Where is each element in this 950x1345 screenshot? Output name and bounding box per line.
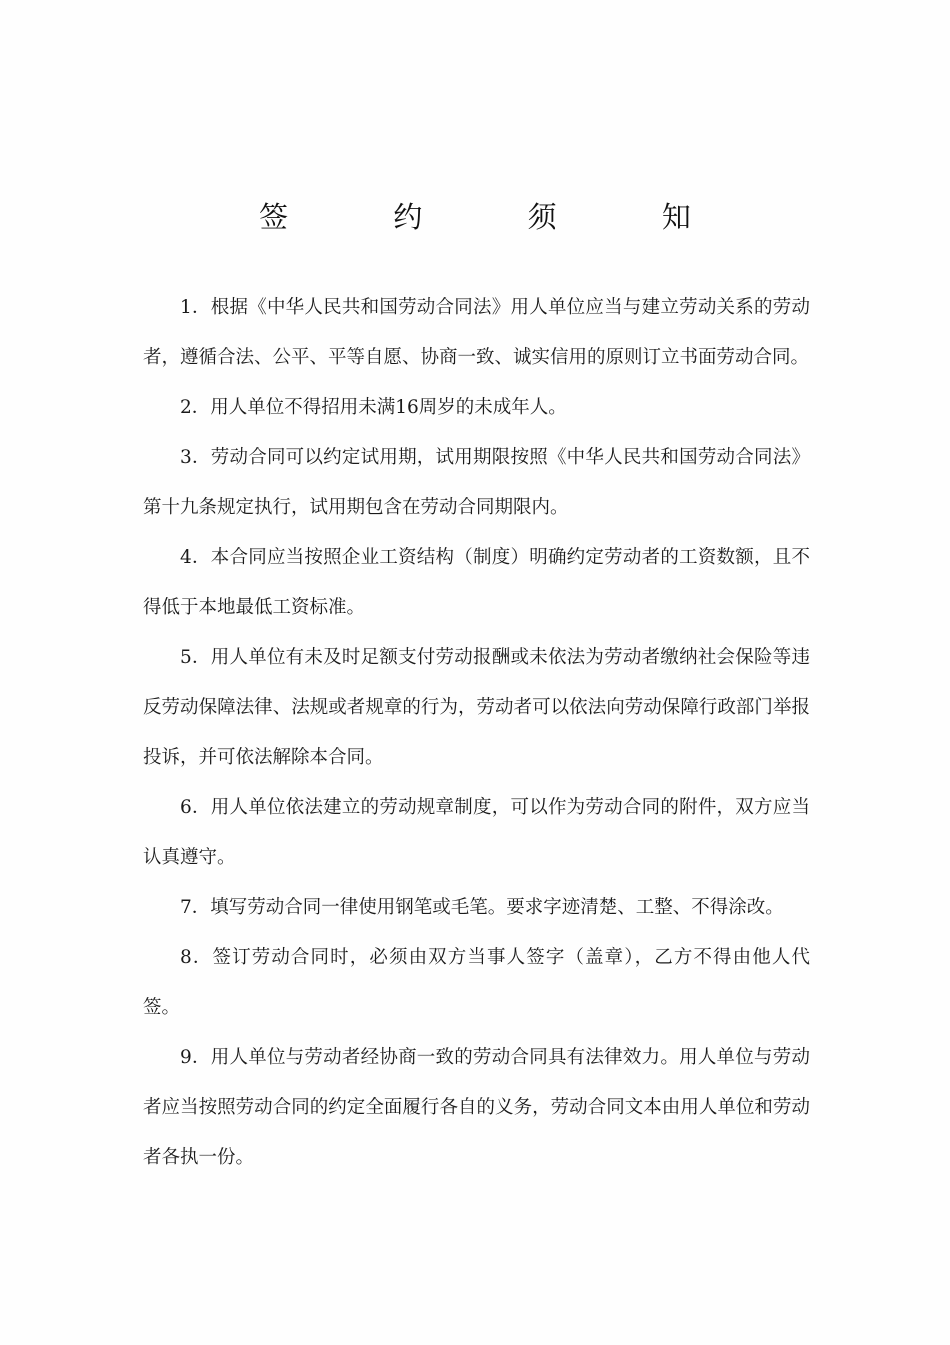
notice-item-7: 7．填写劳动合同一律使用钢笔或毛笔。要求字迹清楚、工整、不得涂改。 [180, 897, 784, 918]
notice-item-3: 3．劳动合同可以约定试用期，试用期限按照《中华人民共和国劳动合同法》第十九条规定执行，试用期包含在劳动合同期限内。 [143, 447, 810, 518]
notice-item-1: 1．根据《中华人民共和国劳动合同法》用人单位应当与建立劳动关系的劳动者，遵循合法、公平、平等自愿、协商一致、诚实信用的原则订立书面劳动合同。 [143, 297, 810, 368]
notice-content [143, 283, 810, 1183]
notice-item-9: 9．用人单位与劳动者经协商一致的劳动合同具有法律效力。用人单位与劳动者应当按照劳动合同的约定全面履行各自的义务，劳动合同文本由用人单位和劳动者各执一份。 [143, 1047, 810, 1168]
notice-item-5: 5．用人单位有未及时足额支付劳动报酬或未依法为劳动者缴纳社会保险等违反劳动保障法律、法规或者规章的行为，劳动者可以依法向劳动保障行政部门举报投诉，并可依法解除本合同。 [143, 647, 810, 768]
notice-item-6: 6．用人单位依法建立的劳动规章制度，可以作为劳动合同的附件，双方应当认真遵守。 [143, 797, 810, 868]
notice-item-2: 2．用人单位不得招用未满16周岁的未成年人。 [180, 397, 567, 418]
notice-item-4: 4．本合同应当按照企业工资结构（制度）明确约定劳动者的工资数额，且不得低于本地最低工资标准。 [143, 547, 810, 618]
document-title: 签 约 须 知 [259, 200, 739, 234]
notice-item-8: 8．签订劳动合同时，必须由双方当事人签字（盖章），乙方不得由他人代签。 [143, 947, 810, 1018]
